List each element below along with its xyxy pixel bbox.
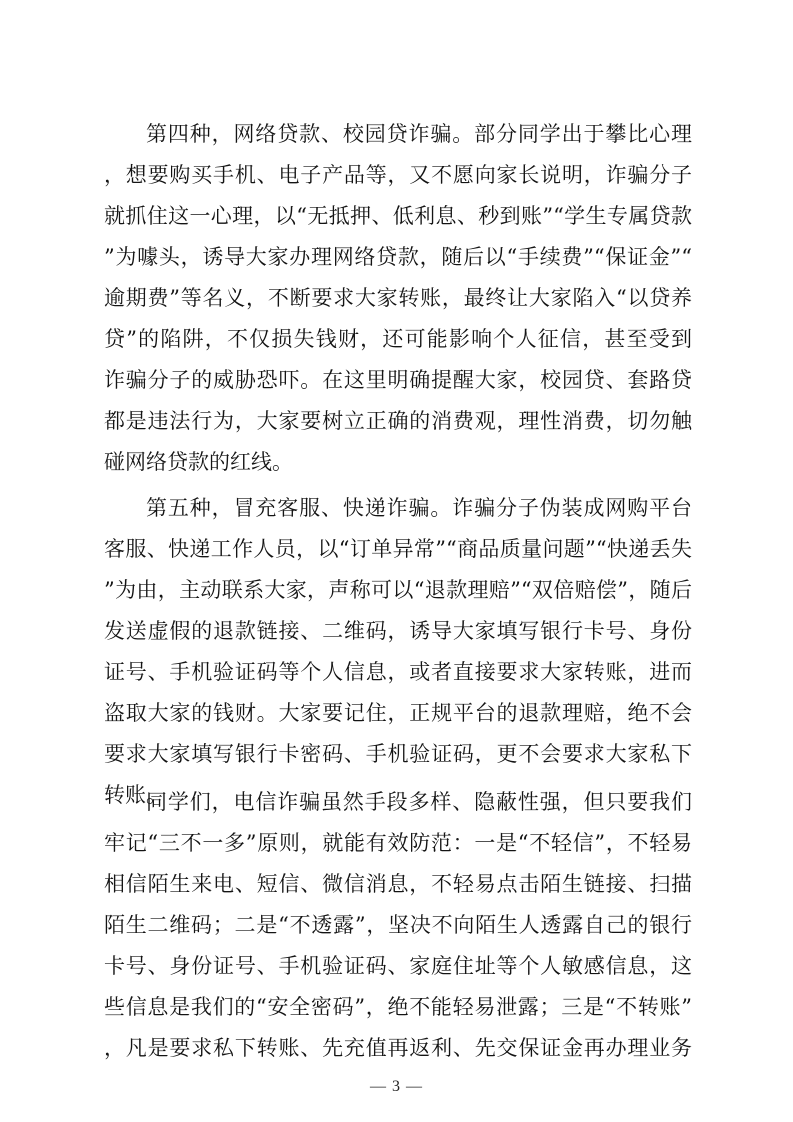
text-line: ，想要购买手机、电子产品等，又不愿向家长说明，诈骗分子: [104, 163, 692, 187]
text-line: 第五种，冒充客服、快递诈骗。诈骗分子伪装成网购平台: [146, 496, 692, 520]
text-line: 同学们，电信诈骗虽然手段多样、隐蔽性强，但只要我们: [146, 790, 692, 814]
text-line: ”为噱头，诱导大家办理网络贷款，随后以“手续费”“保证金”“: [104, 245, 692, 269]
text-line: 要求大家填写银行卡密码、手机验证码，更不会要求大家私下: [104, 742, 692, 766]
text-line: 证号、手机验证码等个人信息，或者直接要求大家转账，进而: [104, 660, 692, 684]
text-line: 碰网络贷款的红线。: [104, 450, 293, 474]
text-line: 贷”的陷阱，不仅损失钱财，还可能影响个人征信，甚至受到: [104, 327, 692, 351]
text-line: 客服、快递工作人员，以“订单异常”“商品质量问题”“快递丢失: [104, 537, 692, 561]
text-line: 盗取大家的钱财。大家要记住，正规平台的退款理赔，绝不会: [104, 701, 692, 725]
text-line: 些信息是我们的“安全密码”，绝不能轻易泄露；三是“不转账”: [104, 995, 692, 1019]
text-line: 都是违法行为，大家要树立正确的消费观，理性消费，切勿触: [104, 409, 692, 433]
text-line: ，凡是要求私下转账、先充值再返利、先交保证金再办理业务: [104, 1036, 692, 1060]
text-line: 发送虚假的退款链接、二维码，诱导大家填写银行卡号、身份: [104, 619, 692, 643]
text-line: 就抓住这一心理，以“无抵押、低利息、秒到账”“学生专属贷款: [104, 204, 692, 228]
text-line: 卡号、身份证号、手机验证码、家庭住址等个人敏感信息，这: [104, 954, 692, 978]
text-line: 逾期费”等名义，不断要求大家转账，最终让大家陷入“以贷养: [104, 286, 692, 310]
text-line: 转账。: [104, 783, 167, 807]
page-number: — 3 —: [370, 1078, 423, 1095]
text-line: ”为由，主动联系大家，声称可以“退款理赔”“双倍赔偿”，随后: [104, 578, 692, 602]
text-line: 第四种，网络贷款、校园贷诈骗。部分同学出于攀比心理: [146, 122, 692, 146]
text-line: 相信陌生来电、短信、微信消息，不轻易点击陌生链接、扫描: [104, 872, 692, 896]
text-line: 牢记“三不一多”原则，就能有效防范：一是“不轻信”，不轻易: [104, 831, 692, 855]
text-line: 诈骗分子的威胁恐吓。在这里明确提醒大家，校园贷、套路贷: [104, 368, 692, 392]
text-line: 陌生二维码；二是“不透露”，坚决不向陌生人透露自己的银行: [104, 913, 692, 937]
